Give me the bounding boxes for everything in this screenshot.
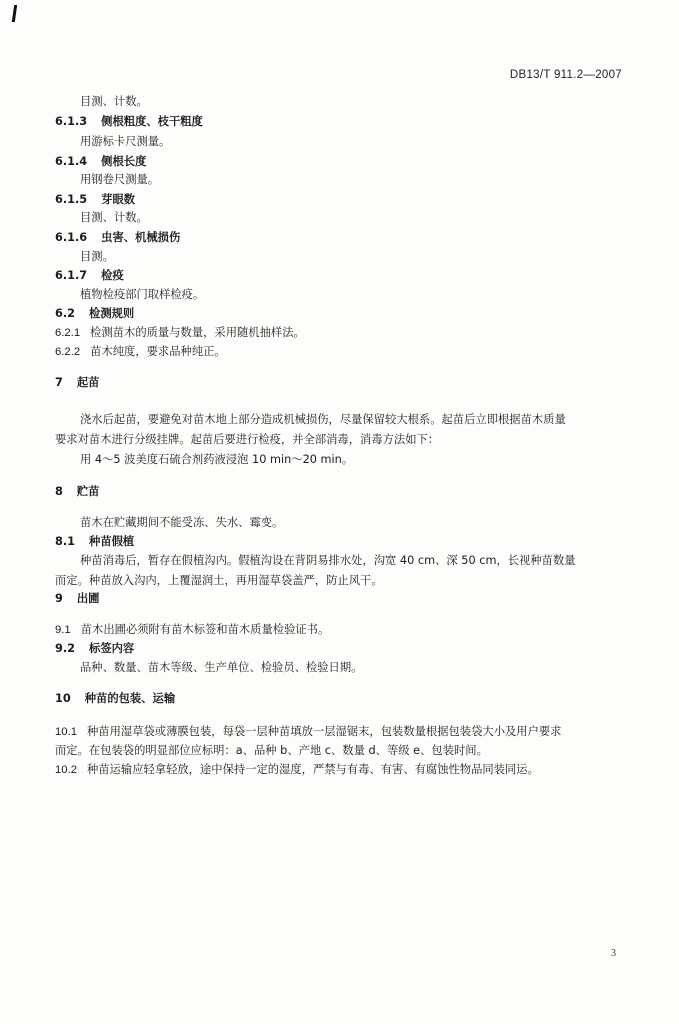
clause-text: 苗木纯度，要求品种纯正。	[90, 345, 226, 358]
clause-text: 苗木出圃必须附有苗木标签和苗木质量检验证书。	[80, 623, 330, 636]
paragraph-line: 浇水后起苗，要避免对苗木地上部分造成机械损伤，尽量保留较大根系。起苗后立即根据苗木质量	[80, 413, 566, 426]
section-title: 检测规则	[89, 307, 135, 320]
scan-mark	[12, 5, 17, 22]
clause-text: 检测苗木的质量与数量，采用随机抽样法。	[90, 326, 305, 339]
subsection-heading	[55, 268, 124, 284]
section-number: 7	[55, 376, 63, 389]
section-number: 8.1	[55, 535, 76, 548]
section-title: 侧根粗度、枝干粗度	[101, 115, 203, 128]
section-number: 9.2	[55, 642, 76, 655]
section-title: 种苗的包装、运输	[84, 692, 176, 705]
section-number: 9	[55, 592, 63, 605]
subsection-heading	[55, 154, 146, 170]
paragraph-line: 品种、数量、苗木等级、生产单位、检验员、检验日期。	[80, 661, 363, 674]
section-title: 贮苗	[76, 485, 100, 498]
paragraph-line: 种苗消毒后，暂存在假植沟内。假植沟设在背阴易排水处，沟宽 40 cm、深 50 cm，长视种苗数量	[80, 554, 576, 567]
section-number: 6.2	[55, 307, 76, 320]
subsection-heading	[55, 641, 134, 657]
subsection-heading	[55, 192, 135, 208]
text-line: 目测、计数。	[80, 211, 148, 224]
section-heading	[55, 375, 99, 391]
section-title: 出圃	[76, 592, 100, 605]
clause-text: 种苗用湿草袋或薄膜包装，每袋一层种苗填放一层湿锯末，包装数量根据包装袋大小及用户要求	[87, 725, 562, 738]
section-number: 6.1.4	[55, 155, 88, 168]
text-line: 目测、计数。	[80, 95, 148, 108]
text-line: 用游标卡尺测量。	[80, 135, 171, 148]
section-number: 6.1.7	[55, 269, 88, 282]
subsection-heading	[55, 230, 180, 246]
section-number: 10	[55, 692, 71, 705]
text-line: 植物检疫部门取样检疫。	[80, 288, 205, 301]
text-line: 目测。	[80, 250, 114, 263]
page-number: 3	[611, 948, 616, 959]
clause-text: 种苗运输应轻拿轻放，途中保持一定的湿度，严禁与有毒、有害、有腐蚀性物品同装同运。	[87, 763, 539, 776]
numbered-clause	[55, 762, 539, 778]
clause-number: 6.2.1	[55, 327, 81, 339]
section-title: 种苗假植	[89, 535, 135, 548]
clause-number: 10.2	[55, 764, 77, 776]
section-title: 侧根长度	[101, 155, 147, 168]
clause-number: 6.2.2	[55, 346, 81, 358]
clause-number: 10.1	[55, 726, 77, 738]
numbered-clause	[55, 344, 226, 360]
section-title: 芽眼数	[101, 193, 136, 206]
subsection-heading	[55, 534, 134, 550]
paragraph-line: 苗木在贮藏期间不能受冻、失水、霉变。	[80, 516, 284, 529]
numbered-clause	[55, 325, 305, 341]
numbered-clause	[55, 622, 329, 638]
section-number: 6.1.5	[55, 193, 88, 206]
section-number: 6.1.6	[55, 231, 88, 244]
section-number: 8	[55, 485, 63, 498]
section-heading	[55, 691, 175, 707]
subsection-heading	[55, 306, 134, 322]
numbered-clause	[55, 724, 561, 740]
paragraph-line: 用 4～5 波美度石硫合剂药液浸泡 10 min～20 min。	[80, 453, 354, 466]
section-heading	[55, 484, 99, 500]
paragraph-line: 而定。种苗放入沟内，上覆湿润土，再用湿草袋盖严，防止风干。	[55, 574, 383, 587]
paragraph-line: 而定。在包装袋的明显部位应标明：a、品种 b、产地 c、数量 d、等级 e、包装时间。	[55, 744, 488, 757]
subsection-heading	[55, 114, 203, 130]
section-title: 标签内容	[89, 642, 135, 655]
clause-number: 9.1	[55, 624, 71, 636]
text-line: 用钢卷尺测量。	[80, 173, 160, 186]
document-code: DB13/T 911.2—2007	[509, 69, 622, 81]
section-title: 检疫	[101, 269, 124, 282]
paragraph-line: 要求对苗木进行分级挂牌。起苗后要进行检疫，并全部消毒，消毒方法如下：	[55, 433, 440, 446]
section-heading	[55, 591, 99, 607]
section-title: 虫害、机械损伤	[101, 231, 181, 244]
section-title: 起苗	[76, 376, 100, 389]
section-number: 6.1.3	[55, 115, 88, 128]
